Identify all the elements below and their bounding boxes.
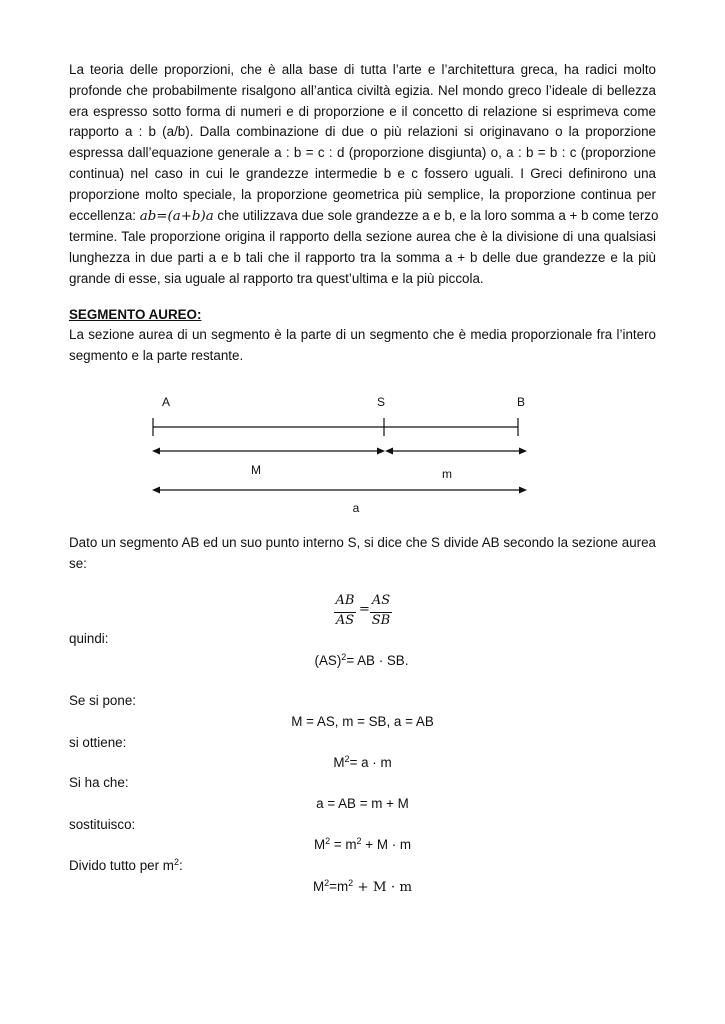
inline-formula: ab=(a+b)a [139, 208, 214, 224]
given-line: se: [69, 555, 87, 571]
intro-line-formula: eccellenza: ab=(a+b)a che utilizzava due sole grandezze a e b, e la loro somma a + b come terzo [69, 207, 659, 224]
golden-segment-diagram [0, 390, 725, 520]
equation-m-squared: $M^2= a \cdot m$ [333, 754, 392, 770]
equation-a-sum: a = AB = m + M [316, 796, 409, 811]
point-label-s: S [376, 395, 386, 409]
given-paragraph [69, 533, 656, 575]
intro-line: era espresso sotto forma di numeri e di proporzione e il concetto di relazione si esprimeva come [69, 103, 656, 119]
label-whole: a [352, 501, 360, 515]
arrow-minor [385, 448, 527, 455]
equation-divided: $M^2=m^2 + M \cdot m$ [312, 878, 413, 895]
equation-as-squared: (AS)$^2$= AB · SB. [314, 652, 409, 668]
intro-line: profonde che probabilmente risalgono all’antica civiltà egizia. Nel mondo greco l’ideale di bellezza [69, 82, 656, 98]
intro-line: lunghezza in due parti a e b tali che il rapporto tra la somma a + b delle due grandezze e la più [69, 250, 656, 266]
intro-line: continua) nel caso in cui le grandezze intermedie b e c fossero uguali. I Greci definirono una [69, 165, 656, 181]
intro-line: grande di esse, sia uguale al rapporto tra quest’ultima e la più piccola. [69, 270, 484, 286]
section-heading: SEGMENTO AUREO: [69, 307, 202, 322]
intro-line: termine. Tale proporzione origina il rapporto della sezione aurea che è la divisione di una qualsiasi [69, 229, 656, 245]
label-si-ha-che: Si ha che: [69, 775, 129, 790]
equation-definitions: M = AS, m = SB, a = AB [291, 714, 434, 729]
label-major: M [251, 463, 261, 477]
definition-line: La sezione aurea di un segmento è la parte di un segmento che è media proporzionale fra l’intero [69, 327, 656, 342]
arrow-major [152, 448, 385, 455]
given-line: Dato un segmento AB ed un suo punto interno S, si dice che S divide AB secondo la sezione aurea [69, 535, 656, 550]
intro-line: rapporto a : b (a/b). Dalla combinazione di due o più relazioni si originavano o la proporzione [69, 124, 656, 140]
equation-substituted: $M^2 = m^2 + M \cdot m$ [313, 836, 412, 852]
frac-equals: = [359, 602, 370, 617]
frac-right-numerator: AS [371, 593, 391, 608]
label-si-ottiene: si ottiene: [69, 735, 127, 750]
intro-paragraph [69, 60, 659, 290]
intro-line: proporzione molto speciale, la proporzione geometrica più semplice, la proporzione continua per [69, 186, 656, 202]
point-label-a: A [161, 395, 171, 409]
label-sostituisco: sostituisco: [69, 817, 136, 832]
intro-line: espressa dall’equazione generale a : b = c : d (proporzione disgiunta) o, a : b = b : c (proporzione [69, 145, 656, 161]
frac-right-denominator: SB [371, 613, 391, 628]
label-divido: Divido tutto per $m^2$: [69, 857, 183, 873]
golden-ratio-fraction [0, 592, 725, 632]
segment-ab [153, 418, 518, 436]
label-minor: m [442, 467, 452, 481]
frac-left-numerator: AB [335, 593, 355, 608]
label-quindi: quindi: [69, 631, 109, 646]
definition-paragraph [69, 325, 656, 367]
definition-line: segmento e la parte restante. [69, 347, 244, 363]
label-se-si-pone: Se si pone: [69, 693, 136, 708]
intro-line: La teoria delle proporzioni, che è alla base di tutta l’arte e l’architettura greca, ha radici molto [69, 62, 656, 77]
point-label-b: B [516, 395, 526, 409]
arrow-whole [152, 487, 527, 494]
frac-left-denominator: AS [335, 613, 355, 628]
